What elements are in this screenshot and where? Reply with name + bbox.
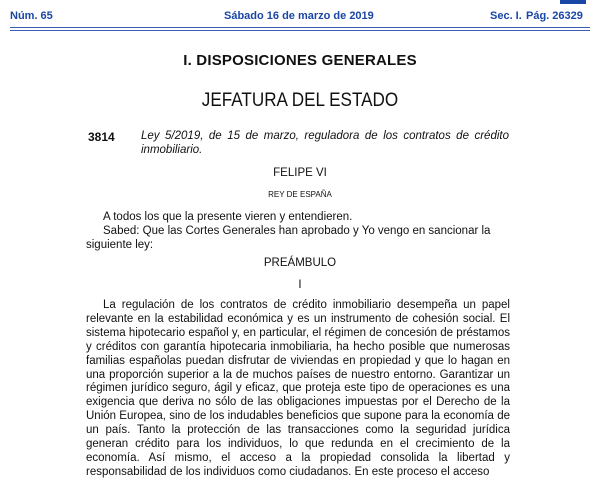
section-label: Sec. I. — [490, 10, 522, 22]
header-rule-bottom — [10, 30, 590, 31]
preamble-heading: PREÁMBULO — [263, 257, 337, 269]
page-number: Pág. 26329 — [526, 10, 583, 22]
organism-title: JEFATURA DEL ESTADO — [201, 90, 399, 111]
header-color-mark — [560, 0, 586, 4]
section-title: I. DISPOSICIONES GENERALES — [183, 52, 417, 69]
body-paragraph: La regulación de los contratos de crédito inmobiliario desempeña un papel relevante en la estabilidad económica y es un instrumento de cohesión social. El sistema hipotecario español y, en particular, el régimen de concesión de préstamos y créditos con garantía hipotecaria inmobiliaria, ha hecho posible que numerosas familias españolas puedan disfrutar de viviendas en propiedad y que lo hagan en una proporción superior a la de muchos países de nuestro entorno. Garantizar un régimen jurídico seguro, ágil y eficaz, que proteja este tipo de operaciones es una exigencia que deriva no sólo de las obligaciones impuestas por el Derecho de la Unión Europea, sino de los indudables beneficios que supone para la economía de un país. Tanto la protección de las transacciones como la seguridad jurídica generan crédito para los individuos, lo que redunda en el crecimiento de la economía. Así mismo, el acceso a la propiedad consolida la libertad y responsabilidad de los individuos como ciudadanos. En este proceso el acceso — [86, 299, 510, 478]
king-name: FELIPE VI — [273, 167, 327, 179]
page-header — [0, 10, 600, 26]
sanction-paragraph: Sabed: Que las Cortes Generales han aprobado y Yo vengo en sancionar la siguiente ley: — [86, 225, 491, 251]
issue-date: Sábado 16 de marzo de 2019 — [224, 10, 374, 22]
law-number: 3814 — [88, 130, 115, 144]
greeting-paragraph: A todos los que la presente vieren y entendieren. — [103, 211, 353, 223]
issue-number: Núm. 65 — [10, 10, 53, 22]
preamble-part-number: I — [298, 279, 302, 291]
header-rule-top — [10, 27, 590, 28]
king-title: REY DE ESPAÑA — [268, 190, 332, 199]
law-title: Ley 5/2019, de 15 de marzo, reguladora de los contratos de crédito inmobiliario. — [141, 130, 509, 156]
